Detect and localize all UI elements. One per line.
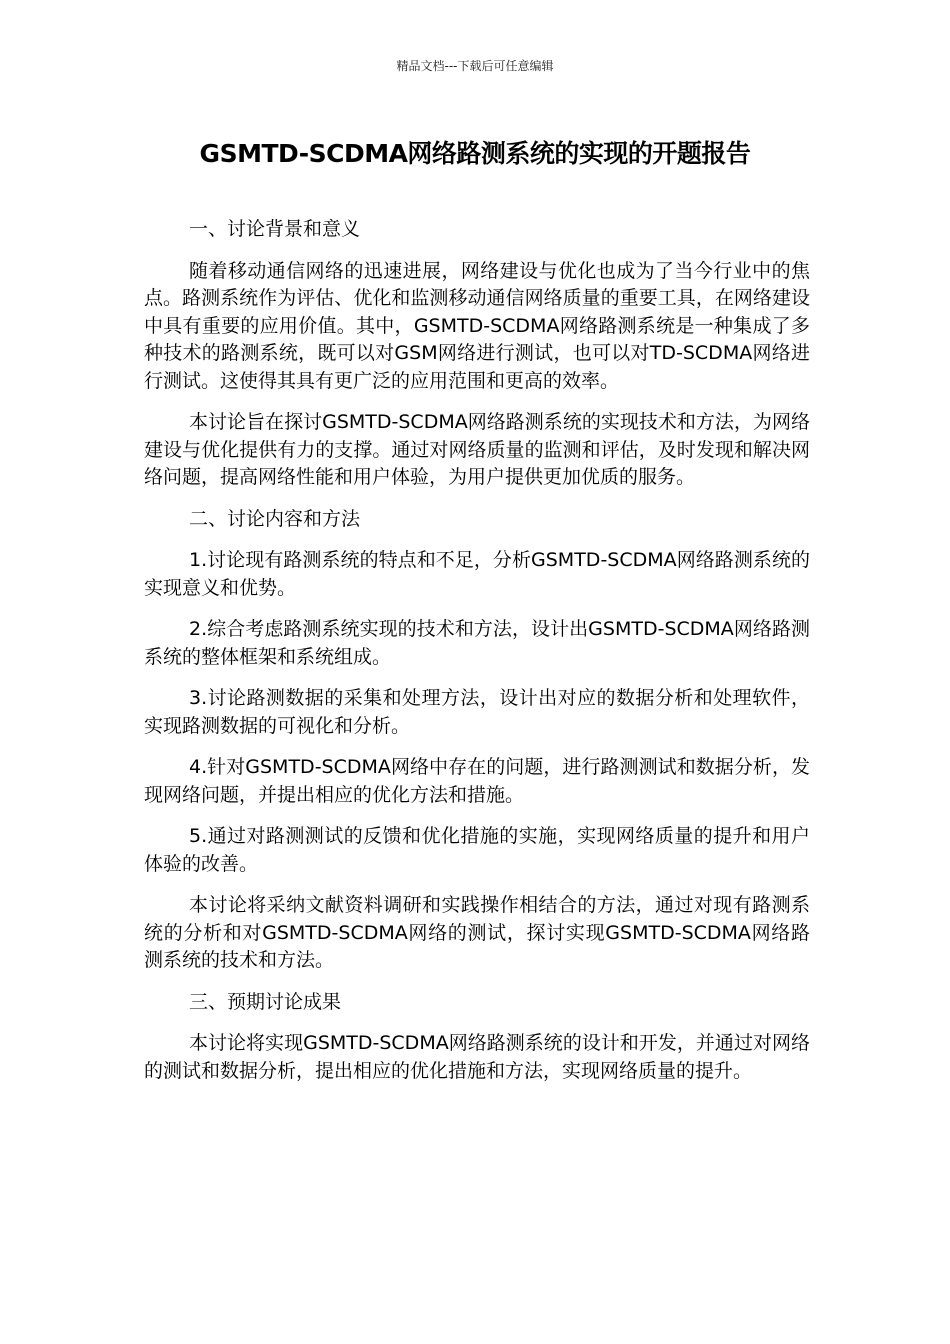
list-item: 4.针对GSMTD-SCDMA网络中存在的问题，进行路测测试和数据分析，发现网络问题，并提出相应的优化方法和措施。 [144,756,810,806]
list-item: 1.讨论现有路测系统的特点和不足，分析GSMTD-SCDMA网络路测系统的实现意义和优势。 [144,549,810,599]
section-heading-content-methods: 二、讨论内容和方法 [189,507,361,530]
list-item: 2.综合考虑路测系统实现的技术和方法，设计出GSMTD-SCDMA网络路测系统的整体框架和系统组成。 [144,618,810,668]
header-note: 精品文档---下载后可任意编辑 [396,59,554,73]
list-item: 3.讨论路测数据的采集和处理方法，设计出对应的数据分析和处理软件，实现路测数据的可视化和分析。 [144,687,810,737]
document-body [144,216,810,1099]
paragraph: 本讨论将采纳文献资料调研和实践操作相结合的方法，通过对现有路测系统的分析和对GSMTD-SCDMA网络的测试，探讨实现GSMTD-SCDMA网络路测系统的技术和方法。 [144,894,810,971]
document-title: GSMTD-SCDMA网络路测系统的实现的开题报告 [199,139,751,168]
paragraph: 本讨论旨在探讨GSMTD-SCDMA网络路测系统的实现技术和方法，为网络建设与优化提供有力的支撑。通过对网络质量的监测和评估，及时发现和解决网络问题，提高网络性能和用户体验，为用户提供更加优质的服务。 [144,411,810,488]
paragraph: 本讨论将实现GSMTD-SCDMA网络路测系统的设计和开发，并通过对网络的测试和数据分析，提出相应的优化措施和方法，实现网络质量的提升。 [144,1032,810,1082]
section-heading-expected-results: 三、预期讨论成果 [189,990,342,1013]
section-heading-background: 一、讨论背景和意义 [189,218,361,240]
list-item: 5.通过对路测测试的反馈和优化措施的实施，实现网络质量的提升和用户体验的改善。 [144,825,810,875]
paragraph: 随着移动通信网络的迅速进展，网络建设与优化也成为了当今行业中的焦点。路测系统作为评估、优化和监测移动通信网络质量的重要工具，在网络建设中具有重要的应用价值。其中，GSMTD-SCDMA网络路测系统是一种集成了多种技术的路测系统，既可以对GSM网络进行测试，也可以对TD-SCDMA网络进行测试。这使得其具有更广泛的应用范围和更高的效率。 [144,259,810,392]
